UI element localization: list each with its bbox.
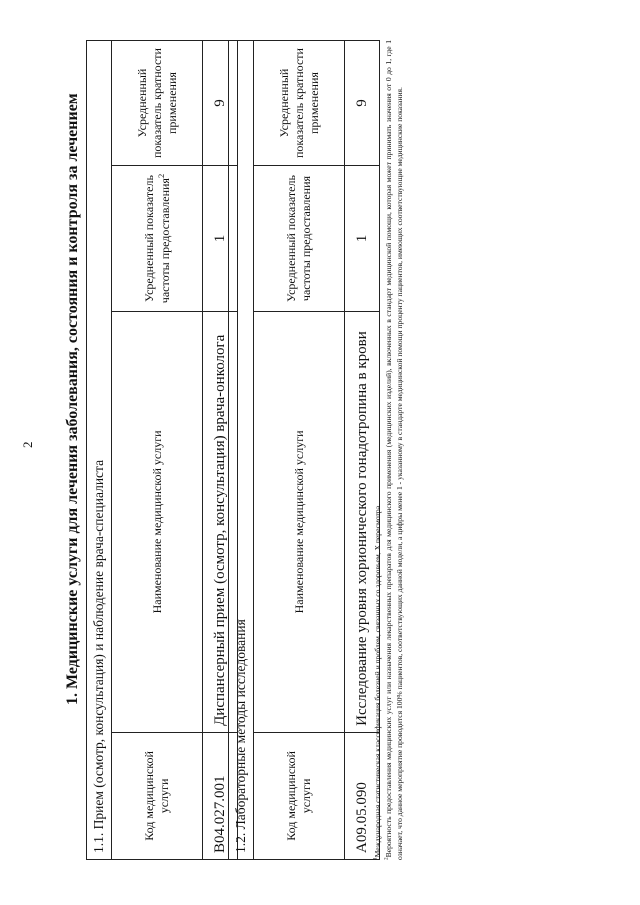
cell-multiplicity: 9 — [345, 41, 380, 166]
footnote-2-text: Вероятность предоставления медицинских услуг или назначения лекарственных препаратов для медицинского применения (медицинских изделий), включенных в стандарт медицинской помощи, которая может принимать значения от 0 до 1, где 1 означает, что данное мероприятие проводится 100% пациентов, соответствующих данной модели, а цифры менее 1 - указанному в стандарте медицинской помощи проценту пациентов, имеющих соответствующие медицинские показания. — [384, 40, 404, 860]
header-multiplicity: Усредненный показатель кратности применения — [254, 41, 345, 166]
footnote-1-mark: 1 — [372, 857, 379, 860]
page-number: 2 — [20, 441, 35, 448]
footnote-2 — [383, 40, 405, 860]
header-multiplicity: Усредненный показатель кратности применения — [112, 41, 203, 166]
header-name: Наименование медицинской услуги — [112, 311, 203, 732]
footnote-1 — [372, 40, 383, 860]
section-title: 1. Медицинские услуги для лечения заболевания, состояния и контроля за лечением — [64, 93, 81, 705]
footnote-1-text: Международная статистическая классификация болезней и проблем, связанных со здоровьем, X пересмотра. — [373, 504, 382, 858]
cell-multiplicity: 9 — [203, 41, 238, 166]
header-code: Код медицинской услуги — [112, 732, 203, 859]
cell-frequency: 1 — [203, 166, 238, 312]
table-header-row — [112, 41, 203, 860]
table-subheading-row — [87, 41, 112, 860]
cell-name: Диспансерный прием (осмотр, консультация) врача-онколога — [203, 311, 238, 732]
table-header-row — [254, 41, 345, 860]
table-subheading-row — [229, 41, 254, 860]
header-name: Наименование медицинской услуги — [254, 311, 345, 732]
header-frequency — [112, 166, 203, 312]
footnote-2-mark: 2 — [383, 857, 390, 860]
cell-code: A09.05.090 — [345, 732, 380, 859]
header-frequency: Усредненный показатель частоты предоставления — [254, 166, 345, 312]
services-table-lab — [228, 40, 380, 860]
header-frequency-label: Усредненный показатель частоты предоставления — [141, 175, 172, 304]
cell-code: B04.027.001 — [203, 732, 238, 859]
cell-name: Исследование уровня хорионического гонадотропина в крови — [345, 311, 380, 732]
header-code: Код медицинской услуги — [254, 732, 345, 859]
cell-frequency: 1 — [345, 166, 380, 312]
table-subheading: 1.2. Лабораторные методы исследования — [229, 41, 254, 860]
footnote-ref: 2 — [156, 173, 166, 179]
services-table-consultation — [86, 40, 238, 860]
table-subheading: 1.1. Прием (осмотр, консультация) и наблюдение врача-специалиста — [87, 41, 112, 860]
footnotes — [372, 40, 405, 860]
